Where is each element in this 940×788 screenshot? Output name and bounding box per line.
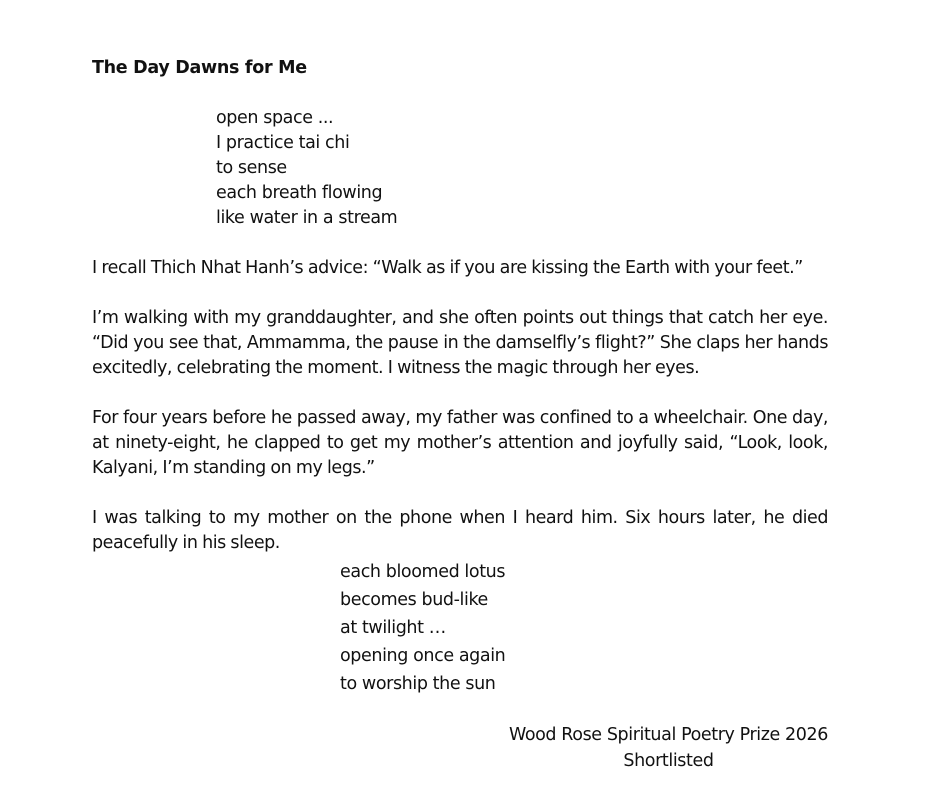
verse-line: to sense bbox=[216, 158, 287, 178]
prize-credit bbox=[509, 722, 828, 774]
verse-line: each bloomed lotus bbox=[340, 562, 506, 582]
verse-line: becomes bud-like bbox=[340, 590, 488, 610]
verse-line: each breath flowing bbox=[216, 183, 383, 203]
prose-paragraph: I was talking to my mother on the phone when I heard him. Six hours later, he died peacefully in his sleep. bbox=[92, 508, 828, 553]
prize-status: Shortlisted bbox=[623, 751, 714, 771]
verse-line: at twilight … bbox=[340, 618, 446, 638]
verse-line: open space ... bbox=[216, 108, 334, 128]
verse-line: opening once again bbox=[340, 646, 506, 666]
verse-line: I practice tai chi bbox=[216, 133, 350, 153]
prose-paragraph: I recall Thich Nhat Hanh’s advice: “Walk as if you are kissing the Earth with your feet.” bbox=[92, 258, 803, 278]
closing-stanza bbox=[340, 558, 828, 698]
verse-line: like water in a stream bbox=[216, 208, 398, 228]
prose-paragraph: For four years before he passed away, my father was confined to a wheelchair. One day, at ninety-eight, he clapped to get my mother’s attention and joyfully said, “Look, look, Kalyani, I’m standing on my legs.” bbox=[92, 408, 828, 478]
poem-title: The Day Dawns for Me bbox=[92, 58, 307, 78]
prose-paragraph: I’m walking with my granddaughter, and she often points out things that catch her eye. “Did you see that, Ammamma, the pause in the damselfly’s flight?” She claps her hands excitedly, celebrating the moment. I witness the magic through her eyes. bbox=[92, 308, 828, 378]
prize-name: Wood Rose Spiritual Poetry Prize 2026 bbox=[508, 725, 828, 745]
verse-line: to worship the sun bbox=[340, 674, 496, 694]
opening-stanza bbox=[216, 106, 828, 231]
haibun-page bbox=[92, 56, 828, 698]
